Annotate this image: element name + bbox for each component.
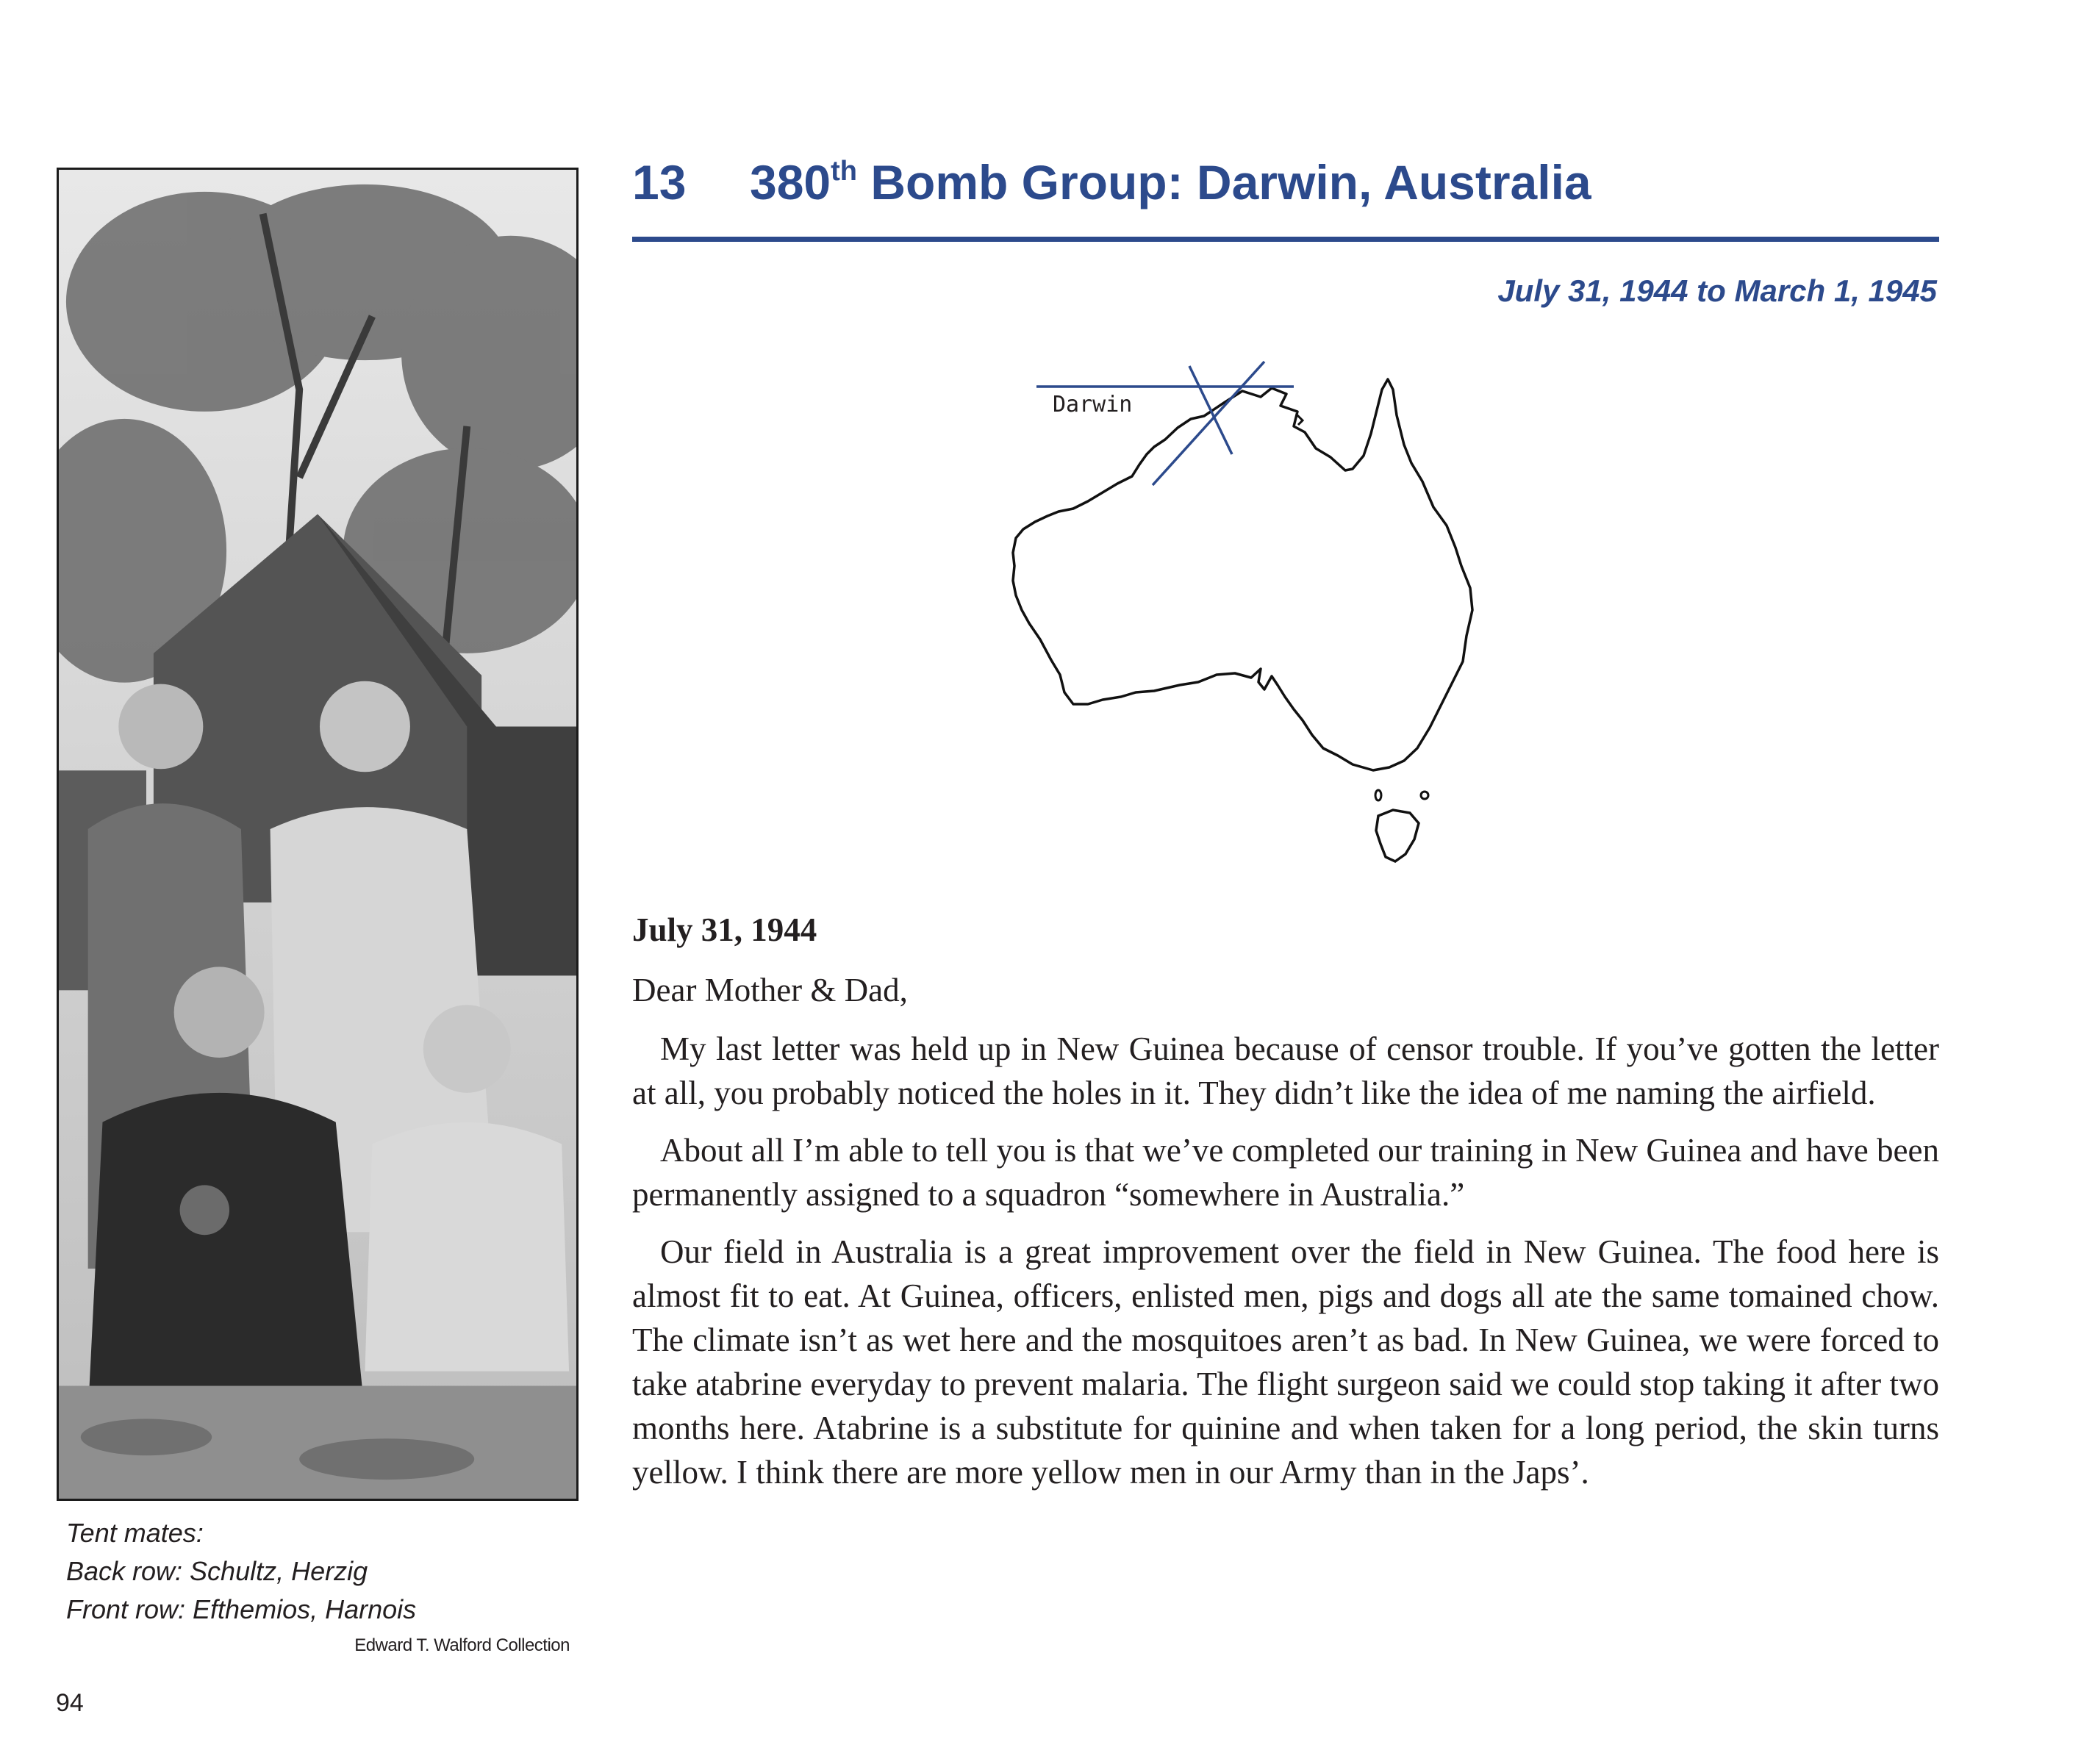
photo-credit: Edward T. Walford Collection bbox=[354, 1635, 570, 1655]
caption-line: Tent mates: bbox=[66, 1518, 204, 1548]
chapter-title-number bbox=[750, 155, 857, 209]
page-number: 94 bbox=[56, 1689, 84, 1717]
chapter-date-range: July 31, 1944 to March 1, 1945 bbox=[1497, 273, 1937, 308]
island-outline bbox=[1375, 790, 1381, 800]
caption-line: Back row: Schultz, Herzig bbox=[66, 1556, 368, 1586]
letter-body bbox=[632, 908, 1939, 1507]
darwin-marker bbox=[1036, 362, 1294, 485]
letter-paragraph: Our field in Australia is a great improvement over the field in New Guinea. The food here is almost fit to eat. At Guinea, officers, enlisted men, pigs and dogs all ate the same tomained chow. The climate isn’t as wet here and the mosquitoes aren’t as bad. In New Guinea, we were forced to take atabrine everyday to prevent malaria. The flight surgeon said we could stop taking it after two months here. Atabrine is a substitute for quinine and when taken for a long period, the skin turns yellow. I think there are more yellow men in our Army than in the Japs’. bbox=[632, 1233, 1939, 1491]
photo-illustration bbox=[59, 170, 576, 1499]
chapter-title-number-text: 380 bbox=[750, 155, 831, 209]
darwin-label: Darwin bbox=[1053, 392, 1133, 417]
gulf-detail bbox=[1297, 415, 1303, 425]
tent-mates-photo bbox=[57, 168, 579, 1501]
chapter-number: 13 bbox=[632, 155, 687, 209]
letter-paragraph: My last letter was held up in New Guinea because of censor trouble. If you’ve gotten the letter at all, you probably noticed the holes in it. They didn’t like the idea of me naming the airfield. bbox=[632, 1030, 1939, 1111]
photo-caption bbox=[66, 1514, 573, 1629]
australia-outline bbox=[1013, 379, 1472, 770]
australia-outline-map bbox=[970, 345, 1558, 875]
chapter-title-superscript: th bbox=[831, 156, 857, 187]
tasmania-outline bbox=[1376, 810, 1419, 861]
chapter-title: Bomb Group: Darwin, Australia bbox=[857, 155, 1591, 209]
caption-line: Front row: Efthemios, Harnois bbox=[66, 1594, 417, 1624]
heading-rule bbox=[632, 237, 1939, 242]
letter-date: July 31, 1944 bbox=[632, 911, 817, 948]
letter-paragraph: About all I’m able to tell you is that we’ve completed our training in New Guinea and have been permanently assigned to a squadron “somewhere in Australia.” bbox=[632, 1132, 1939, 1213]
australia-map bbox=[970, 345, 1558, 875]
island-outline bbox=[1421, 792, 1428, 799]
chapter-heading bbox=[632, 153, 1941, 212]
letter-salutation: Dear Mother & Dad, bbox=[632, 972, 908, 1008]
